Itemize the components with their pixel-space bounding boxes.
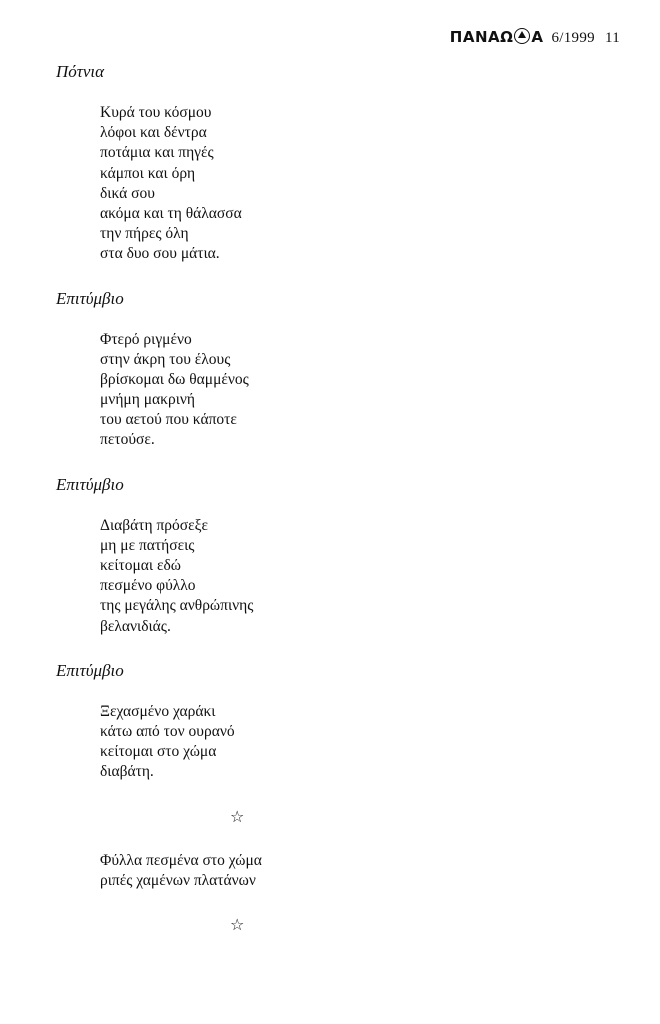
poem-line: κείτομαι στο χώμα — [100, 743, 217, 761]
journal-logo-icon — [514, 28, 530, 44]
poem-line: την πήρες όλη — [100, 225, 189, 243]
poem-line: μνήμη μακρινή — [100, 391, 195, 409]
issue-number: 6/1999 — [551, 30, 595, 46]
poem-body — [100, 103, 262, 265]
poem-title: Επιτύμβιο — [56, 474, 124, 494]
poem-title: Πότνια — [56, 62, 105, 81]
poem-line: κάμποι και όρη — [100, 164, 196, 182]
poem-line: μη με πατήσεις — [100, 536, 195, 554]
poem-line: κείτομαι εδώ — [100, 557, 181, 574]
page-number: 11 — [604, 30, 620, 46]
poem-line: Διαβάτη πρόσεξε — [100, 516, 209, 534]
poem-collection — [56, 62, 262, 959]
poem-line: πεσμένο φύλλο — [100, 577, 196, 595]
poem-line: ακόμα και τη θάλασσα — [100, 204, 242, 222]
poem-body — [100, 516, 262, 637]
poem-line: της μεγάλης ανθρώπινης — [100, 597, 254, 615]
page-header — [450, 28, 620, 47]
poem-epitymvio-3 — [56, 661, 262, 935]
poem-line: κάτω από τον ουρανό — [100, 722, 235, 740]
star-separator-icon: ☆ — [230, 806, 245, 826]
poem-title: Επιτύμβιο — [56, 660, 124, 680]
poem-body — [100, 330, 262, 451]
poem-line: βρίσκομαι δω θαμμένος — [100, 370, 249, 388]
fragment-line: ριπές χαμένων πλατάνων — [100, 871, 256, 889]
poem-line: στην άκρη του έλους — [100, 350, 231, 368]
poem-potnia — [56, 62, 262, 265]
poem-line: στα δυο σου μάτια. — [100, 245, 220, 263]
journal-logo: ΠΑΝΑΩ Α — [449, 28, 544, 46]
poem-line: λόφοι και δέντρα — [100, 124, 207, 142]
poem-line: ποτάμια και πηγές — [100, 144, 214, 162]
poem-line: πετούσε. — [100, 431, 155, 449]
poem-line: διαβάτη. — [100, 763, 154, 781]
star-separator-icon: ☆ — [230, 914, 245, 934]
poem-line: Ξεχασμένο χαράκι — [100, 702, 216, 720]
poem-epitymvio-2 — [56, 475, 262, 637]
poem-line: δικά σου — [100, 184, 155, 202]
poem-epitymvio-1 — [56, 289, 262, 451]
poem-line: Φτερό ριγμένο — [100, 330, 192, 348]
poem-line: Κυρά του κόσμου — [100, 104, 212, 121]
poem-line: βελανιδιάς. — [100, 617, 171, 635]
poem-line: του αετού που κάποτε — [100, 411, 237, 429]
fragment-line: Φύλλα πεσμένα στο χώμα — [100, 851, 262, 869]
poem-title: Επιτύμβιο — [56, 288, 124, 308]
poem-body — [100, 702, 262, 935]
